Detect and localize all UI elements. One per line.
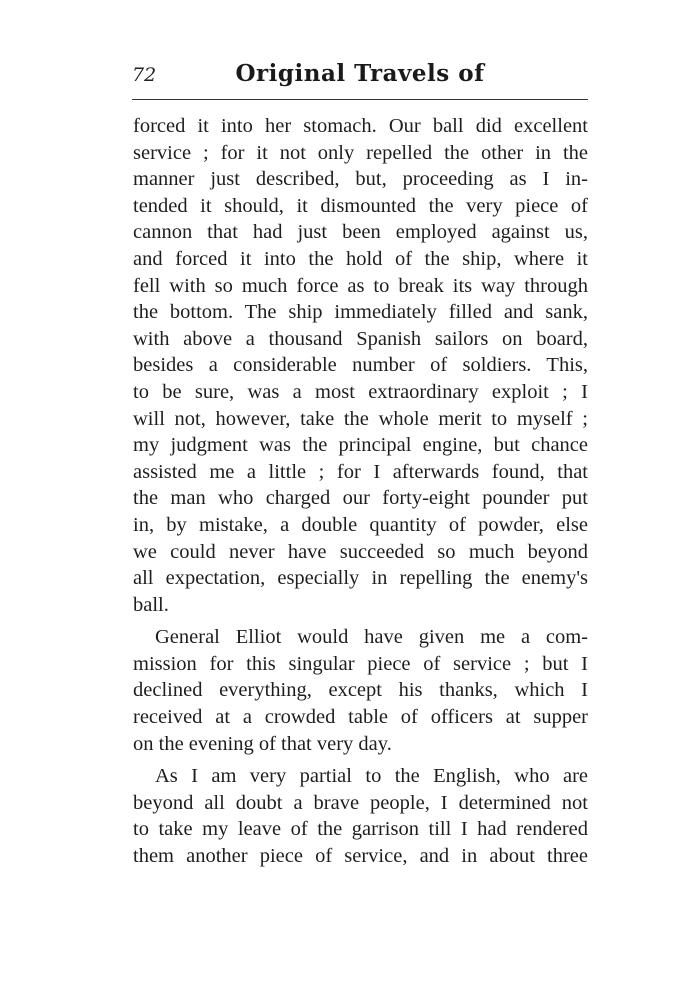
text-line: assisted me a little ; for I afterwards found, that [133,460,588,483]
text-line: to take my leave of the garrison till I had rendered [133,818,588,841]
text-line: my judgment was the principal engine, but chance [133,434,588,457]
text-line: fell with so much force as to break its way through [133,274,588,297]
text-line: with above a thousand Spanish sailors on board, [133,327,588,350]
page-header [132,58,588,98]
text-line: on the evening of that very day. [133,732,392,755]
text-line: received at a crowded table of officers at supper [133,706,588,729]
text-line: all expectation, especially in repelling the enemy's [133,567,588,590]
running-title: Original Travels of [235,60,485,87]
text-line: to be sure, was a most extraordinary exploit ; I [133,380,588,403]
text-line: cannon that had just been employed against us, [133,221,588,244]
text-line: ball. [133,593,169,616]
text-line: the man who charged our forty-eight pounder put [133,487,588,510]
text-line: and forced it into the hold of the ship, where it [133,247,588,270]
text-line: forced it into her stomach. Our ball did excellent [133,115,588,137]
text-line: service ; for it not only repelled the other in the [133,141,588,164]
text-line: them another piece of service, and in about three [133,845,588,868]
header-rule [132,99,588,100]
text-line: mission for this singular piece of service ; but I [133,652,588,675]
page-number: 72 [132,64,157,86]
body-text [133,113,588,870]
text-line: besides a considerable number of soldiers. This, [133,354,588,377]
text-line: beyond all doubt a brave people, I determined not [133,791,588,814]
text-line: we could never have succeeded so much beyond [133,540,588,563]
text-line: the bottom. The ship immediately filled and sank, [133,301,588,324]
text-line: tended it should, it dismounted the very piece of [133,194,588,217]
text-line: in, by mistake, a double quantity of powder, else [133,513,588,536]
text-line: manner just described, but, proceeding as I in- [133,168,588,191]
text-line: will not, however, take the whole merit to myself ; [133,407,588,430]
text-line: As I am very partial to the English, who are [155,765,588,788]
text-line: declined everything, except his thanks, which I [133,679,588,702]
text-line: General Elliot would have given me a com- [155,626,588,649]
